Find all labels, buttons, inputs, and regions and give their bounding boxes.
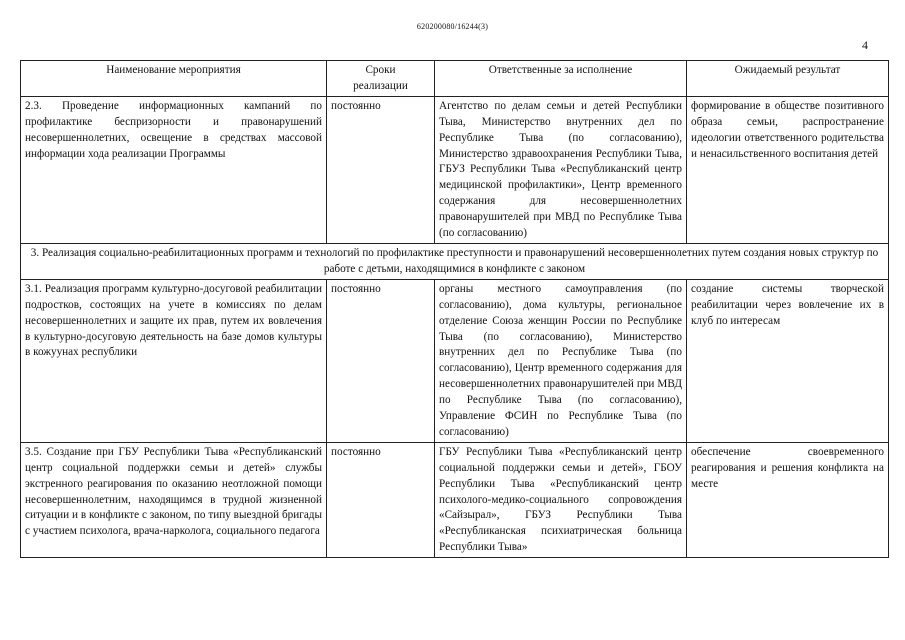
row-result: создание системы творческой реабилитации через вовлечение их в клуб по интересам (687, 279, 889, 442)
header-measure: Наименование мероприятия (21, 61, 327, 97)
row-responsible: Агентство по делам семьи и детей Республики Тыва, Министерство внутренних дел по Республике Тыва (по согласованию), Министерство здравоохранения Республики Тыва, ГБУЗ Республики Тыва «Республиканский центр медицинской профилактики», Центр временного содержания для несовершеннолетних правонарушителей при МВД по Республике Тыва (по согласованию) (435, 96, 687, 243)
table-row (21, 442, 889, 557)
row-responsible: органы местного самоуправления (по согласованию), дома культуры, региональное отделение Союза женщин России по Республике Тыва (по согласованию), Министерство внутренних дел по Республике Тыва (по согласованию), Центр временного содержания для несовершеннолетних правонарушителей при МВД по Республике Тыва (по согласованию), Управление ФСИН по Республике Тыва (по согласованию) (435, 279, 687, 442)
row-deadline: постоянно (327, 442, 435, 557)
row-measure: 2.3. Проведение информационных кампаний по профилактике беспризорности и правонарушений несовершеннолетних, освещение в средствах массовой информации хода реализации Программы (21, 96, 327, 243)
row-measure: 3.1. Реализация программ культурно-досуговой реабилитации подростков, состоящих на учете в комиссиях по делам несовершеннолетних и защите их прав, путем их вовлечения в культурно-досуговую деятельность на базе домов культуры в кожуунах республики (21, 279, 327, 442)
row-result: обеспечение своевременного реагирования и решения конфликта на месте (687, 442, 889, 557)
table-header-row (21, 61, 889, 97)
table-row (21, 279, 889, 442)
header-deadline: Сроки реализации (327, 61, 435, 97)
row-deadline: постоянно (327, 279, 435, 442)
measures-table (20, 60, 889, 558)
section-header-row (21, 243, 889, 279)
row-measure: 3.5. Создание при ГБУ Республики Тыва «Республиканский центр социальной поддержки семьи и детей» службы экстренного реагирования по оказанию неотложной помощи несовершеннолетним, находящимся в трудной жизненной ситуации и в конфликте с законом, по типу выездной бригады с участием психолога, врача-нарколога, социального педагога (21, 442, 327, 557)
document-id: 620200080/16244(3) (416, 22, 489, 31)
table-row (21, 96, 889, 243)
header-responsible: Ответственные за исполнение (435, 61, 687, 97)
row-responsible: ГБУ Республики Тыва «Республиканский центр социальной поддержки семьи и детей», ГБОУ Республики Тыва «Республиканский центр психолого-медико-социального сопровождения «Сайзырал», ГБУЗ Республики Тыва «Республиканская психиатрическая больница Республики Тыва» (435, 442, 687, 557)
row-deadline: постоянно (327, 96, 435, 243)
section-title: 3. Реализация социально-реабилитационных программ и технологий по профилактике преступности и правонарушений несовершеннолетних путем создания новых структур по работе с детьми, находящимися в конфликте с законом (21, 243, 889, 279)
header-result: Ожидаемый результат (687, 61, 889, 97)
row-result: формирование в обществе позитивного образа семьи, распространение идеологии ответственного родительства и ненасильственного воспитания детей (687, 96, 889, 243)
page-number: 4 (862, 38, 868, 52)
